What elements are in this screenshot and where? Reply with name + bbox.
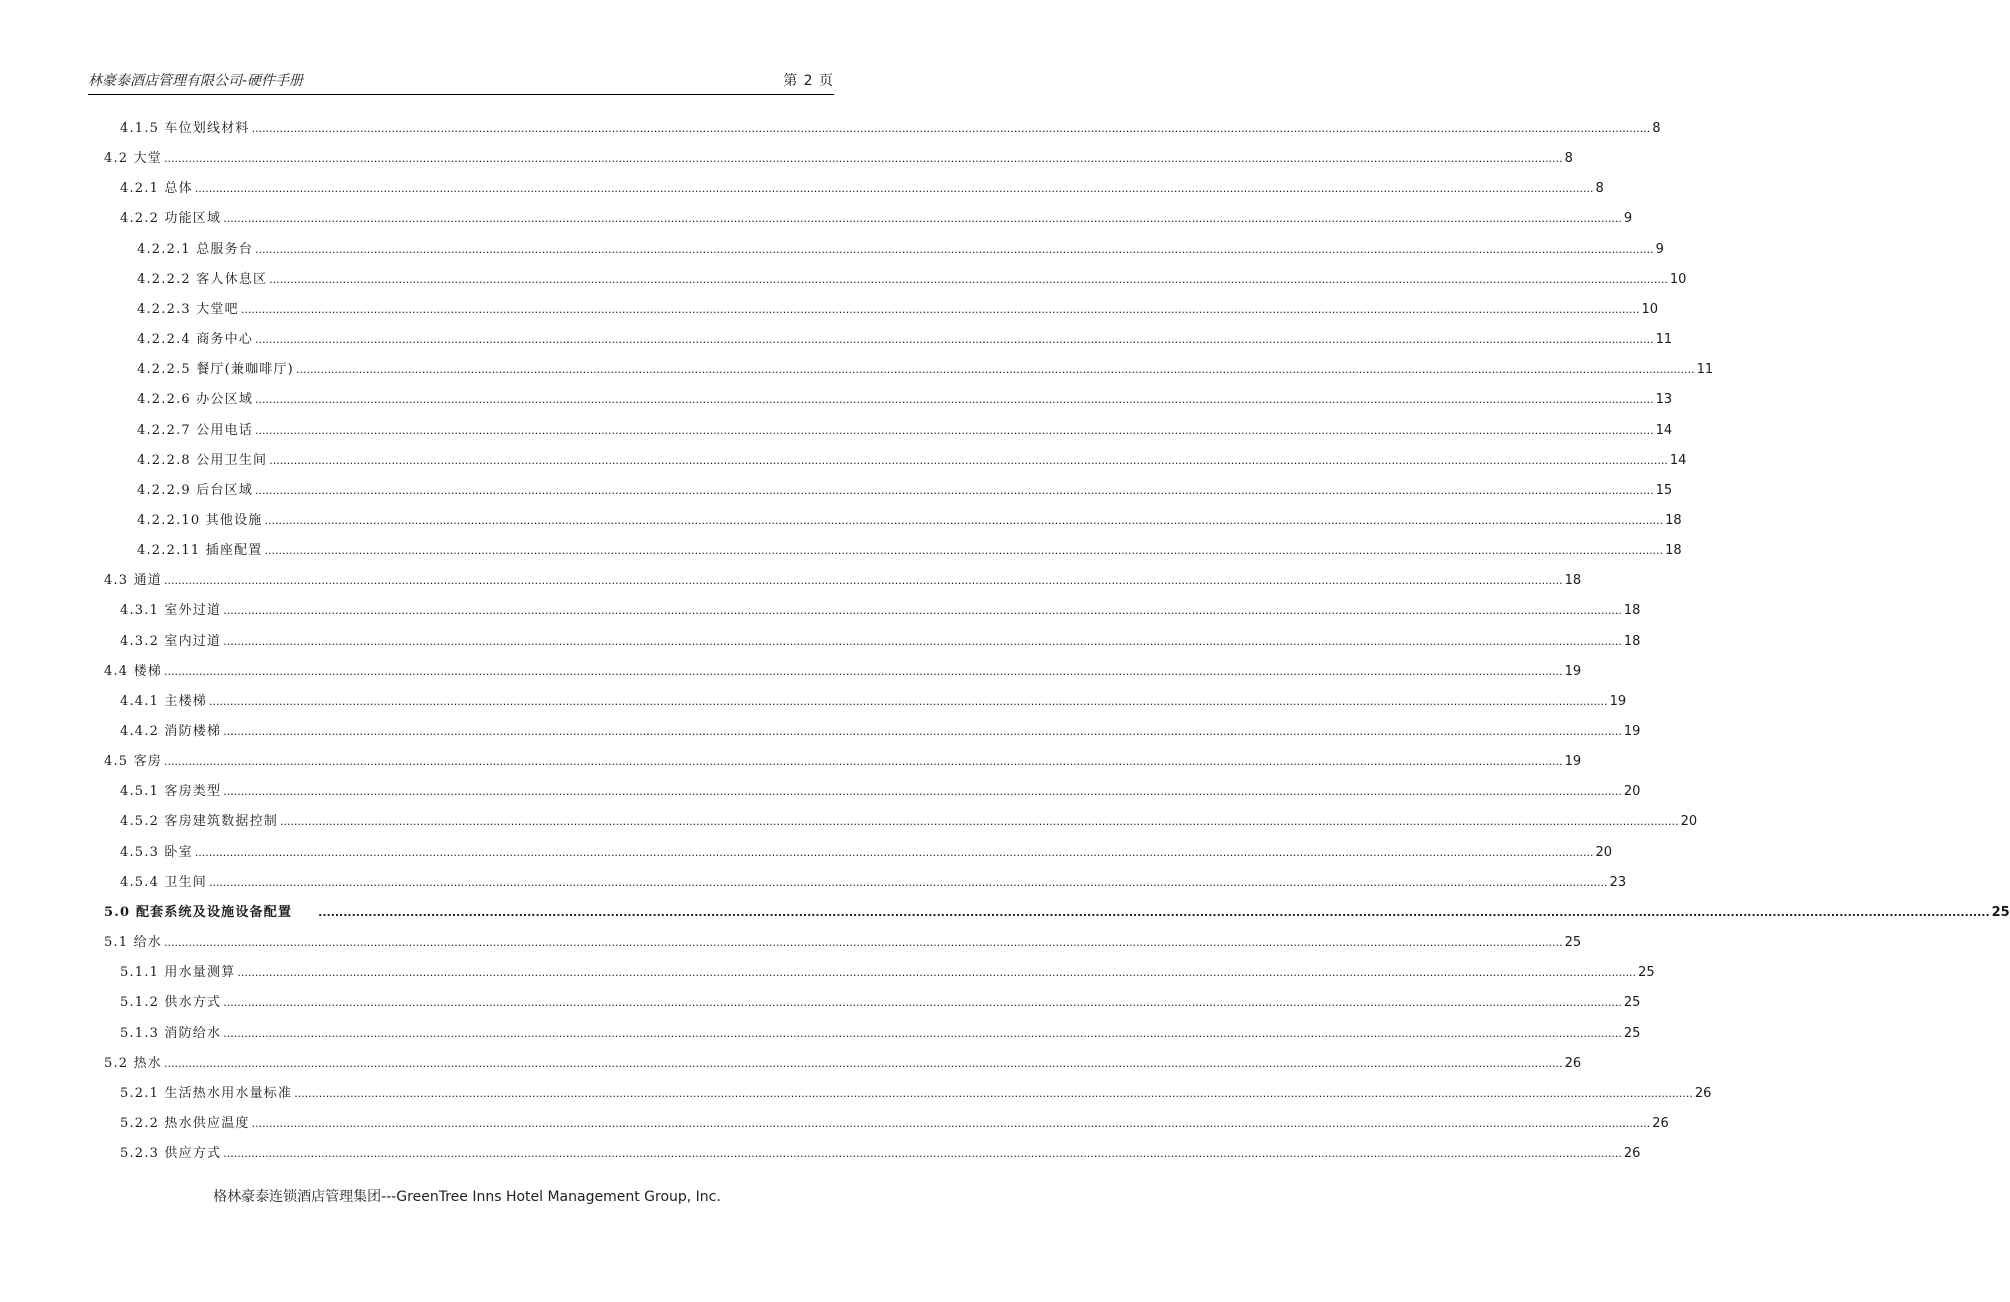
toc-entry-page: 25	[1638, 965, 1655, 981]
toc-entry-page: 26	[1623, 1146, 1641, 1162]
toc-entry[interactable]	[137, 506, 1682, 530]
toc-entry-label: 4.2.2.7 公用电话	[137, 422, 254, 438]
toc-entry-label: 4.4 楼梯	[104, 663, 163, 679]
toc-entry[interactable]	[137, 325, 1673, 349]
toc-entry-label: 4.1.5 车位划线材料	[120, 121, 250, 136]
toc-entry-page: 25	[1623, 995, 1641, 1011]
toc-entry-label: 5.1 给水	[104, 935, 163, 951]
toc-entry-label: 4.5 客房	[104, 754, 163, 770]
toc-leader-dots: ................................................................................................................................................................................................................................................................................................................................................................................................................	[269, 453, 1668, 467]
toc-entry-page: 25	[1623, 1025, 1641, 1041]
toc-entry[interactable]	[137, 295, 1659, 319]
toc-entry-page: 18	[1623, 603, 1641, 619]
toc-leader-dots: ................................................................................................................................................................................................................................................................................................................................................................................................................	[251, 122, 1651, 135]
toc-entry[interactable]	[137, 385, 1673, 409]
toc-leader-dots: ................................................................................................................................................................................................................................................................................................................................................................................................................	[164, 1056, 1563, 1070]
toc-entry-page: 26	[1694, 1085, 1712, 1101]
toc-entry-label: 4.4.1 主楼梯	[120, 693, 208, 709]
toc-entry-page: 26	[1564, 1055, 1582, 1071]
toc-entry-label: 4.2.2.4 商务中心	[137, 332, 254, 348]
toc-entry[interactable]	[120, 687, 1627, 711]
toc-entry[interactable]	[120, 174, 1604, 198]
toc-leader-dots: ................................................................................................................................................................................................................................................................................................................................................................................................................	[164, 936, 1563, 950]
toc-entry-page: 15	[1655, 482, 1673, 498]
toc-leader-dots: ................................................................................................................................................................................................................................................................................................................................................................................................................	[264, 513, 1664, 527]
toc-entry[interactable]	[137, 355, 1714, 379]
toc-entry-label: 4.2.2.2 客人休息区	[137, 271, 268, 287]
toc-entry[interactable]	[120, 1079, 1712, 1103]
toc-leader-dots: ................................................................................................................................................................................................................................................................................................................................................................................................................	[164, 574, 1563, 588]
toc-entry[interactable]	[137, 446, 1687, 470]
toc-entry-label: 5.2 热水	[104, 1055, 163, 1071]
toc-leader-dots: ................................................................................................................................................................................................................................................................................................................................................................................................................	[269, 272, 1668, 286]
toc-leader-dots: ................................................................................................................................................................................................................................................................................................................................................................................................................	[255, 242, 1654, 256]
toc-entry-page: 8	[1564, 151, 1573, 167]
toc-entry-label: 4.2.2.8 公用卫生间	[137, 452, 268, 468]
toc-leader-dots: ................................................................................................................................................................................................................................................................................................................................................................................................................	[255, 423, 1654, 437]
toc-leader-dots: ................................................................................................................................................................................................................................................................................................................................................................................................................	[223, 604, 1622, 618]
toc-entry[interactable]	[120, 988, 1641, 1012]
toc-entry[interactable]	[120, 777, 1641, 801]
toc-entry[interactable]	[120, 627, 1641, 651]
toc-entry-label: 4.2.2.11 插座配置	[137, 543, 263, 559]
toc-entry-page: 25	[1564, 935, 1582, 951]
toc-entry[interactable]	[104, 144, 1573, 168]
toc-leader-dots: ................................................................................................................................................................................................................................................................................................................................................................................................................	[164, 755, 1563, 769]
toc-entry[interactable]	[120, 204, 1633, 228]
toc-entry-label: 4.2.2.6 办公区域	[137, 392, 254, 408]
toc-leader-dots: ................................................................................................................................................................................................................................................................................................................................................................................................................	[223, 725, 1622, 738]
toc-entry-label: 4.3.1 室外过道	[120, 603, 222, 619]
toc-entry[interactable]	[104, 898, 2010, 922]
toc-entry-page: 20	[1680, 814, 1698, 830]
toc-entry-page: 14	[1669, 452, 1687, 468]
document-title: 林豪泰酒店管理有限公司-硬件手册	[88, 73, 304, 89]
toc-entry-label: 4.5.1 客房类型	[120, 784, 222, 800]
toc-entry-label: 4.5.2 客房建筑数据控制	[120, 814, 279, 830]
toc-leader-dots: ................................................................................................................................................................................................................................................................................................................................................................................................................	[209, 694, 1608, 708]
page-footer: 格林豪泰连锁酒店管理集团---GreenTree Inns Hotel Management Group, Inc.	[213, 1189, 721, 1205]
toc-leader-dots: ................................................................................................................................................................................................................................................................................................................................................................................................................	[223, 1026, 1622, 1040]
toc-entry-label: 5.2.3 供应方式	[120, 1146, 222, 1162]
toc-leader-dots: ................................................................................................................................................................................................................................................................................................................................................................................................................	[255, 333, 1654, 347]
toc-entry[interactable]	[120, 717, 1641, 741]
toc-entry-page: 18	[1623, 633, 1641, 649]
toc-entry[interactable]	[120, 868, 1627, 892]
toc-leader-dots: ................................................................................................................................................................................................................................................................................................................................................................................................................	[240, 302, 1640, 316]
toc-entry-label: 5.1.3 消防给水	[120, 1025, 222, 1041]
toc-leader-dots: ................................................................................................................................................................................................................................................................................................................................................................................................................	[251, 1116, 1651, 1130]
toc-entry-label: 4.4.2 消防楼梯	[120, 724, 222, 739]
toc-leader-dots: ................................................................................................................................................................................................................................................................................................................................................................................................................	[223, 634, 1622, 648]
toc-leader-dots: ................................................................................................................................................................................................................................................................................................................................................................................................................	[280, 815, 1679, 829]
toc-entry-page: 19	[1609, 693, 1627, 709]
toc-entry[interactable]	[137, 476, 1673, 500]
toc-entry-page: 13	[1655, 392, 1673, 408]
page-number: 第 2 页	[783, 73, 834, 89]
toc-entry-label: 4.3.2 室内过道	[120, 633, 222, 649]
toc-entry[interactable]	[120, 807, 1698, 831]
toc-entry-page: 20	[1595, 844, 1612, 860]
toc-entry[interactable]	[120, 114, 1661, 138]
toc-entry-page: 18	[1665, 512, 1682, 528]
toc-entry-page: 26	[1652, 1115, 1669, 1131]
toc-entry[interactable]	[120, 1019, 1641, 1043]
toc-entry-page: 9	[1655, 241, 1664, 257]
toc-leader-dots: ................................................................................................................................................................................................................................................................................................................................................................................................................	[255, 483, 1654, 497]
toc-entry-label: 5.0 配套系统及设施设备配置	[104, 904, 293, 920]
page-header	[88, 70, 834, 95]
toc-leader-dots: ................................................................................................................................................................................................................................................................................................................................................................................................................	[237, 966, 1637, 980]
toc-entry-label: 4.2 大堂	[104, 151, 163, 167]
toc-entry-label: 4.2.1 总体	[120, 181, 193, 197]
toc-entry[interactable]	[104, 657, 1582, 681]
toc-entry-label: 5.1.1 用水量测算	[120, 965, 236, 981]
toc-entry-page: 19	[1564, 663, 1582, 679]
toc-entry-label: 5.1.2 供水方式	[120, 995, 222, 1011]
toc-entry[interactable]	[137, 416, 1673, 440]
toc-entry-label: 4.2.2.9 后台区域	[137, 482, 254, 498]
toc-entry[interactable]	[104, 566, 1582, 590]
toc-leader-dots: ................................................................................................................................................................................................................................................................................................................................................................................................................	[194, 182, 1594, 196]
toc-entry-page: 8	[1652, 121, 1661, 136]
toc-entry[interactable]	[137, 536, 1682, 560]
toc-leader-dots: ................................................................................................................................................................................................................................................................................................................................................................................................................	[194, 845, 1594, 859]
toc-entry-page: 18	[1665, 543, 1682, 559]
toc-entry[interactable]	[104, 928, 1582, 952]
toc-leader-dots: ................................................................................................................................................................................................................................................................................................................................................................................................................	[209, 875, 1608, 889]
toc-entry-page: 19	[1623, 724, 1641, 739]
toc-entry-page: 25	[1991, 904, 2010, 920]
toc-leader-dots: ................................................................................................................................................................................................................................................................................................................................................................................................................	[264, 544, 1664, 558]
toc-entry-label: 4.2.2.3 大堂吧	[137, 301, 239, 317]
toc-entry[interactable]	[104, 747, 1582, 771]
toc-leader-dots: ................................................................................................................................................................................................................................................................................................................................................................................................................	[294, 1086, 1693, 1100]
toc-entry[interactable]	[137, 265, 1687, 289]
toc-entry-label: 5.2.2 热水供应温度	[120, 1115, 250, 1131]
toc-entry-page: 11	[1655, 332, 1673, 348]
toc-entry[interactable]	[120, 1109, 1669, 1133]
toc-leader-dots: ................................................................................................................................................................................................................................................................................................................................................................................................................	[164, 664, 1563, 678]
toc-entry[interactable]	[120, 838, 1612, 862]
toc-entry-page: 18	[1564, 573, 1582, 589]
toc-leader-dots: ................................................................................................................................................................................................................................................................................................................................................................................................................	[223, 785, 1622, 799]
toc-entry-page: 19	[1564, 754, 1582, 770]
toc-entry-label: 5.2.1 生活热水用水量标准	[120, 1085, 293, 1101]
toc-entry-page: 10	[1669, 271, 1687, 287]
toc-entry-label: 4.3 通道	[104, 573, 163, 589]
toc-entry-label: 4.2.2.10 其他设施	[137, 512, 263, 528]
toc-entry[interactable]	[104, 1049, 1582, 1073]
toc-entry-label: 4.2.2 功能区域	[120, 211, 222, 227]
toc-entry-page: 9	[1623, 211, 1633, 227]
toc-entry-label: 4.5.4 卫生间	[120, 874, 208, 890]
toc-entry[interactable]	[137, 235, 1664, 259]
toc-entry[interactable]	[120, 1139, 1641, 1163]
toc-leader-dots: ................................................................................................................................................................................................................................................................................................................................................................................................................	[164, 152, 1563, 166]
toc-leader-dots: ................................................................................................................................................................................................................................................................................................................................................................................................................	[223, 996, 1622, 1010]
toc-leader-dots: ................................................................................................................................................................................................................................................................................................................................................................................................................	[318, 905, 1990, 919]
toc-entry-page: 11	[1696, 362, 1714, 378]
toc-leader-dots: ................................................................................................................................................................................................................................................................................................................................................................................................................	[223, 212, 1622, 226]
toc-entry-label: 4.2.2.5 餐厅(兼咖啡厅)	[137, 362, 294, 378]
toc-entry[interactable]	[120, 958, 1655, 982]
toc-leader-dots: ................................................................................................................................................................................................................................................................................................................................................................................................................	[255, 393, 1654, 407]
toc-entry-page: 23	[1609, 874, 1627, 890]
toc-leader-dots: ................................................................................................................................................................................................................................................................................................................................................................................................................	[295, 363, 1695, 377]
toc-entry-page: 8	[1595, 181, 1604, 197]
toc-entry-label: 4.5.3 卧室	[120, 844, 193, 860]
toc-entry[interactable]	[120, 596, 1641, 620]
toc-leader-dots: ................................................................................................................................................................................................................................................................................................................................................................................................................	[223, 1147, 1622, 1161]
toc-entry-page: 20	[1623, 784, 1641, 800]
toc-entry-page: 10	[1641, 301, 1659, 317]
toc-entry-label: 4.2.2.1 总服务台	[137, 241, 254, 257]
toc-entry-page: 14	[1655, 422, 1673, 438]
